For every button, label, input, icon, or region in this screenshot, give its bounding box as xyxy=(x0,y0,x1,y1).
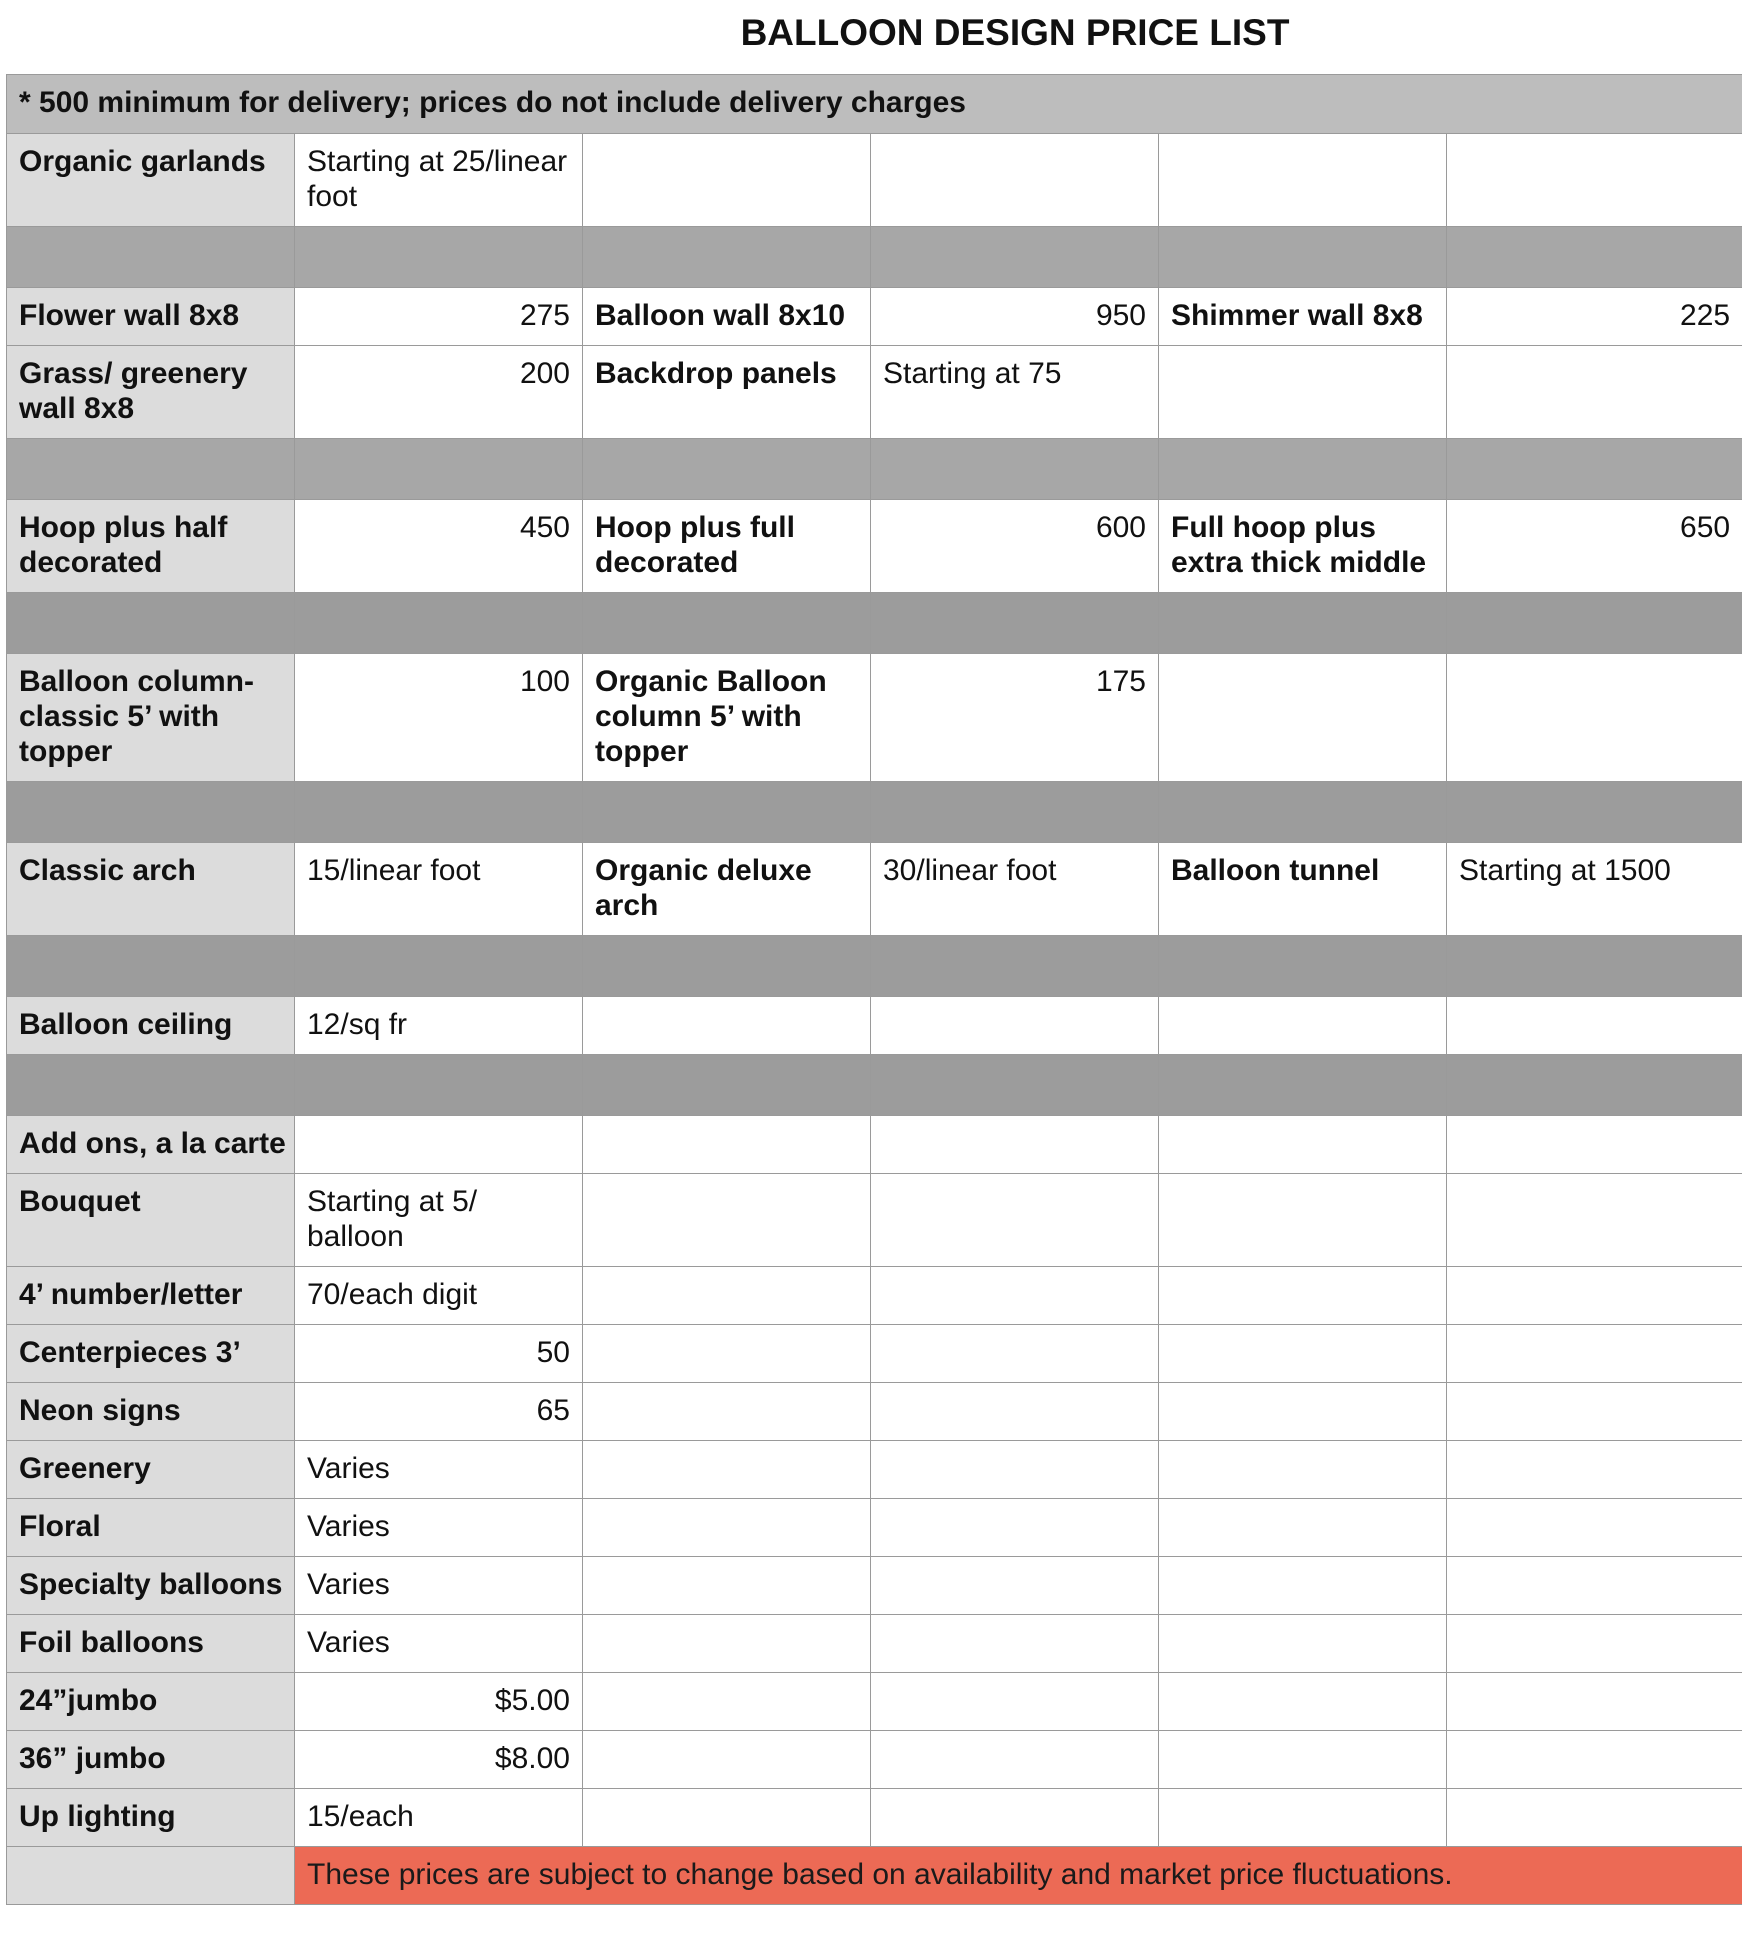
note-row xyxy=(7,75,1742,134)
item-price: 65 xyxy=(295,1383,583,1441)
table-row xyxy=(7,500,1742,593)
item-price: 15/each xyxy=(295,1789,583,1847)
item-label: Up lighting xyxy=(7,1789,295,1847)
table-row xyxy=(7,1174,1742,1267)
table-row xyxy=(7,1731,1742,1789)
item-label: 4’ number/letter xyxy=(7,1267,295,1325)
item-price: Varies xyxy=(295,1499,583,1557)
item-price: 100 xyxy=(295,654,583,782)
item-label: Hoop plus half decorated xyxy=(7,500,295,593)
item-price: Varies xyxy=(295,1441,583,1499)
disclaimer-row xyxy=(7,1847,1742,1905)
item-label: Backdrop panels xyxy=(583,346,871,439)
page-title: BALLOON DESIGN PRICE LIST xyxy=(740,12,1290,53)
item-label: Neon signs xyxy=(7,1383,295,1441)
table-row xyxy=(7,346,1742,439)
item-price: 12/sq fr xyxy=(295,997,583,1055)
separator-row xyxy=(7,439,1742,500)
table-row xyxy=(7,1116,1742,1174)
table-row xyxy=(7,134,1742,227)
separator-row xyxy=(7,936,1742,997)
item-price: $8.00 xyxy=(295,1731,583,1789)
item-label: Organic Balloon column 5’ with topper xyxy=(583,654,871,782)
table-row xyxy=(7,1789,1742,1847)
item-label: Shimmer wall 8x8 xyxy=(1159,288,1447,346)
table-row xyxy=(7,1267,1742,1325)
item-price: 200 xyxy=(295,346,583,439)
table-row xyxy=(7,997,1742,1055)
item-price: Starting at 25/linear foot xyxy=(295,134,583,227)
table-row xyxy=(7,654,1742,782)
price-disclaimer: These prices are subject to change based on availability and market price fluctuations. xyxy=(295,1847,1742,1905)
price-table xyxy=(6,74,1742,1905)
item-label: Organic garlands xyxy=(7,134,295,227)
table-row xyxy=(7,843,1742,936)
item-price: $5.00 xyxy=(295,1673,583,1731)
item-label: Specialty balloons xyxy=(7,1557,295,1615)
table-row xyxy=(7,1557,1742,1615)
item-price: 225 xyxy=(1447,288,1742,346)
item-price: 950 xyxy=(871,288,1159,346)
item-label: Balloon wall 8x10 xyxy=(583,288,871,346)
item-price: 600 xyxy=(871,500,1159,593)
delivery-note: * 500 minimum for delivery; prices do not include delivery charges xyxy=(7,75,1742,134)
table-row xyxy=(7,1673,1742,1731)
separator-row xyxy=(7,227,1742,288)
separator-row xyxy=(7,782,1742,843)
item-label: Grass/ greenery wall 8x8 xyxy=(7,346,295,439)
table-row xyxy=(7,1615,1742,1673)
item-price: 450 xyxy=(295,500,583,593)
separator-row xyxy=(7,593,1742,654)
item-price: 275 xyxy=(295,288,583,346)
item-label: Organic deluxe arch xyxy=(583,843,871,936)
item-label: Foil balloons xyxy=(7,1615,295,1673)
item-price: Starting at 5/ balloon xyxy=(295,1174,583,1267)
item-price: 175 xyxy=(871,654,1159,782)
item-price: 15/linear foot xyxy=(295,843,583,936)
item-label: Balloon ceiling xyxy=(7,997,295,1055)
table-row xyxy=(7,1383,1742,1441)
item-label: Flower wall 8x8 xyxy=(7,288,295,346)
item-price: 650 xyxy=(1447,500,1742,593)
item-price: Starting at 1500 xyxy=(1447,843,1742,936)
addons-heading: Add ons, a la carte xyxy=(7,1116,295,1174)
item-price: 70/each digit xyxy=(295,1267,583,1325)
item-label: Full hoop plus extra thick middle xyxy=(1159,500,1447,593)
item-label: Balloon column- classic 5’ with topper xyxy=(7,654,295,782)
table-row xyxy=(7,1499,1742,1557)
table-row xyxy=(7,288,1742,346)
item-label: 36” jumbo xyxy=(7,1731,295,1789)
item-price: 50 xyxy=(295,1325,583,1383)
item-label: Hoop plus full decorated xyxy=(583,500,871,593)
item-price: Varies xyxy=(295,1557,583,1615)
item-price: Starting at 75 xyxy=(871,346,1159,439)
table-row xyxy=(7,1325,1742,1383)
item-label: 24”jumbo xyxy=(7,1673,295,1731)
item-price: 30/linear foot xyxy=(871,843,1159,936)
item-price: Varies xyxy=(295,1615,583,1673)
separator-row xyxy=(7,1055,1742,1116)
item-label: Bouquet xyxy=(7,1174,295,1267)
table-row xyxy=(7,1441,1742,1499)
item-label: Greenery xyxy=(7,1441,295,1499)
item-label: Balloon tunnel xyxy=(1159,843,1447,936)
item-label: Centerpieces 3’ xyxy=(7,1325,295,1383)
item-label: Floral xyxy=(7,1499,295,1557)
item-label: Classic arch xyxy=(7,843,295,936)
